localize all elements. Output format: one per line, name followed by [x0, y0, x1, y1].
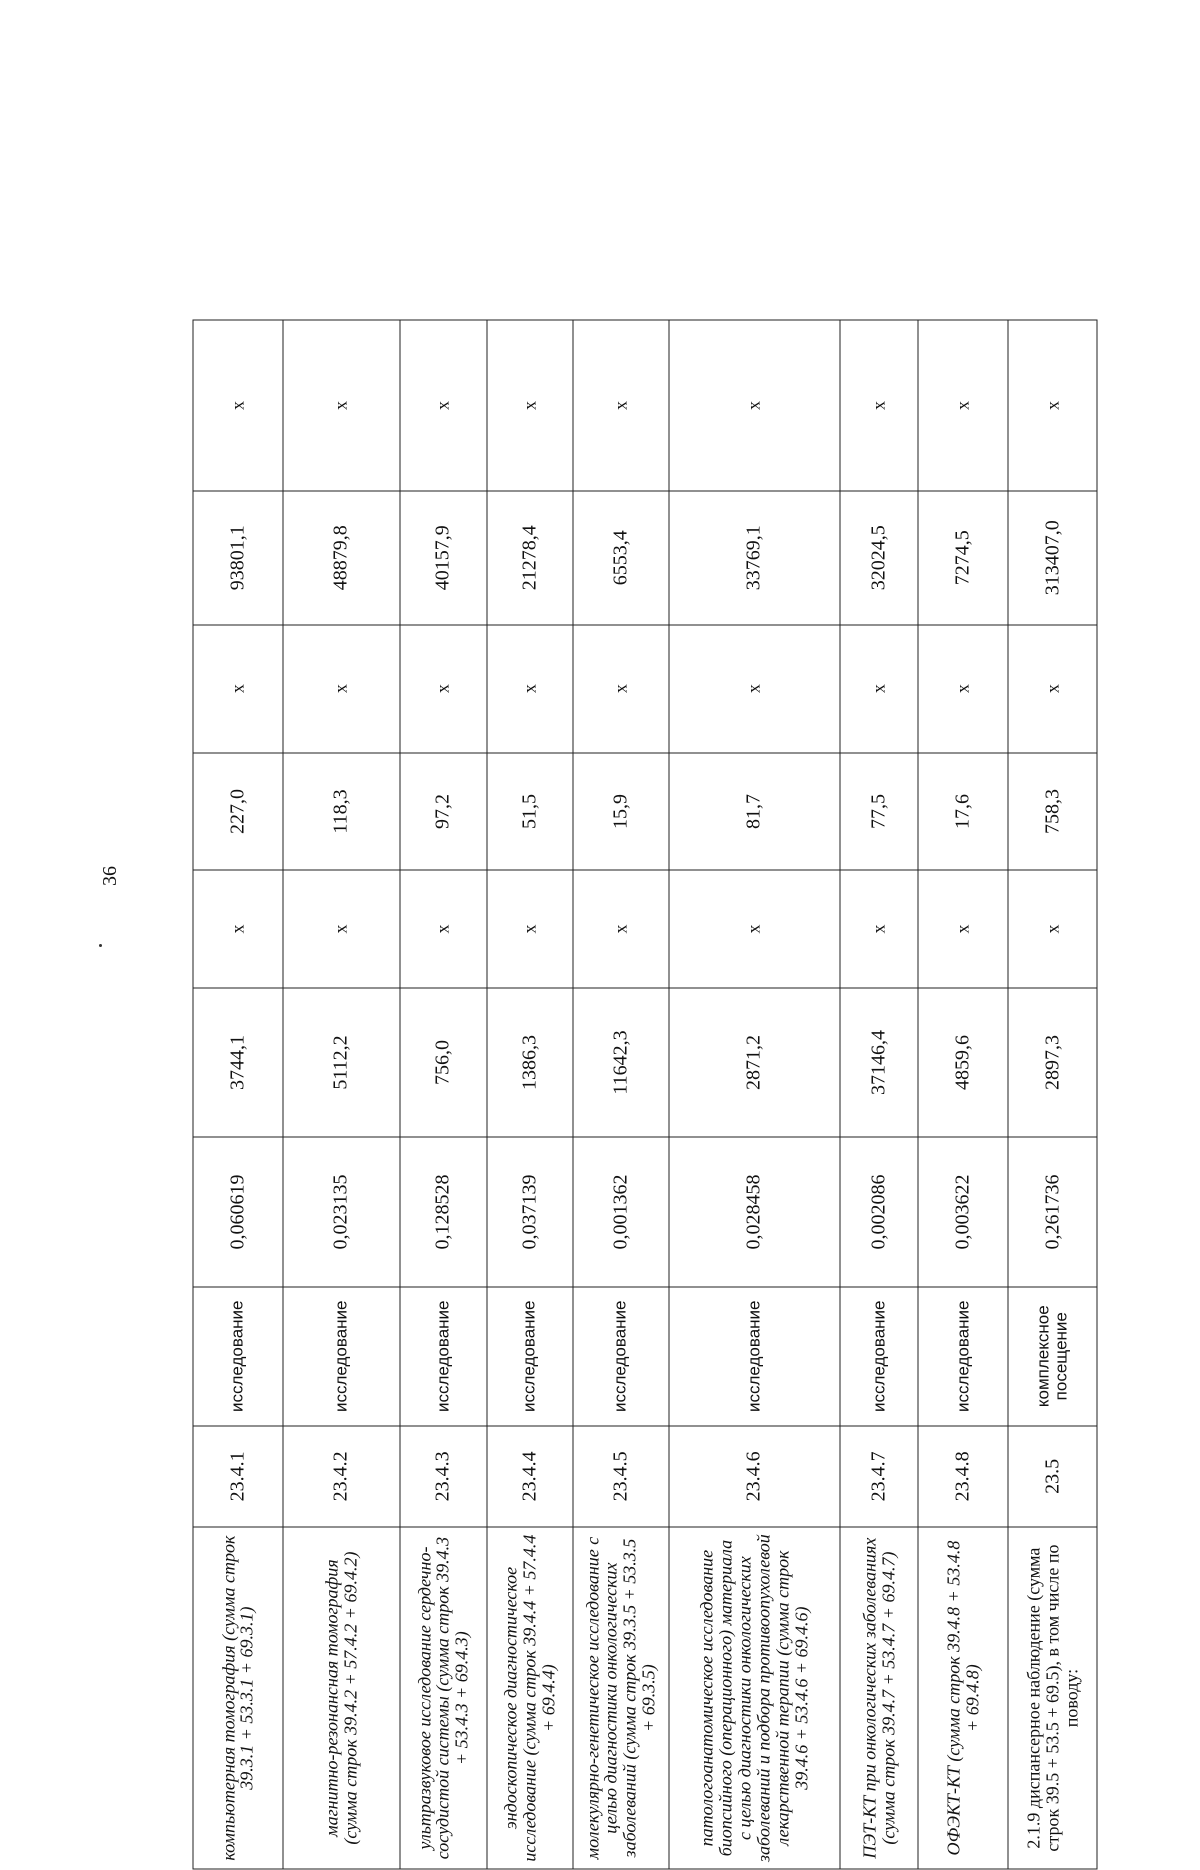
cell-total: 313407,0 — [1008, 491, 1097, 625]
cell-name: ПЭТ-КТ при онкологических заболеваниях (сумма строк 39.4.7 + 53.4.7 + 69.4.7) — [840, 1527, 919, 1869]
cell-per-capita: 227,0 — [193, 753, 283, 871]
page-number: 36 — [98, 866, 121, 886]
table-row — [283, 320, 400, 1869]
cell-unit: исследование — [283, 1287, 400, 1426]
cell-total: 33769,1 — [669, 491, 840, 625]
cell-x3: x — [573, 320, 670, 491]
cell-name: патологоанатомическое исследование биопсийного (операционного) материала с целью диагностики онкологических заболеваний и подбора противоопухолевой лекарственной терапии (сумма строк 39.4.6 + 53.4.6 + 69.4.6) — [669, 1527, 840, 1869]
cell-norm: 0,002086 — [840, 1137, 919, 1287]
rotated-table-wrapper — [193, 320, 1098, 1870]
cell-code: 23.4.8 — [918, 1426, 1008, 1527]
cell-x1: x — [669, 870, 840, 988]
cell-x1: x — [193, 870, 283, 988]
cell-cost: 2871,2 — [669, 988, 840, 1138]
cell-code: 23.4.7 — [840, 1426, 919, 1527]
table-row — [1008, 320, 1097, 1869]
cell-name: 2.1.9 диспансерное наблюдение (сумма строк 39.5 + 53.5 + 69.5), в том числе по поводу: — [1008, 1527, 1097, 1869]
cell-unit: исследование — [573, 1287, 670, 1426]
cell-norm: 0,023135 — [283, 1137, 400, 1287]
table-row — [840, 320, 919, 1869]
cell-code: 23.4.1 — [193, 1426, 283, 1527]
cell-x1: x — [840, 870, 919, 988]
cell-x2: x — [669, 625, 840, 753]
cell-per-capita: 97,2 — [400, 753, 488, 871]
cell-total: 93801,1 — [193, 491, 283, 625]
cell-x2: x — [487, 625, 572, 753]
cell-x3: x — [193, 320, 283, 491]
cell-unit: комплексное посещение — [1008, 1287, 1097, 1426]
cell-code: 23.4.2 — [283, 1426, 400, 1527]
cell-x1: x — [1008, 870, 1097, 988]
cell-x3: x — [918, 320, 1008, 491]
cell-total: 6553,4 — [573, 491, 670, 625]
cell-per-capita: 15,9 — [573, 753, 670, 871]
cell-norm: 0,028458 — [669, 1137, 840, 1287]
cell-unit: исследование — [918, 1287, 1008, 1426]
cell-x2: x — [193, 625, 283, 753]
cell-x3: x — [669, 320, 840, 491]
cell-x2: x — [400, 625, 488, 753]
cell-norm: 0,037139 — [487, 1137, 572, 1287]
cell-per-capita: 17,6 — [918, 753, 1008, 871]
table-row — [669, 320, 840, 1869]
cell-code: 23.4.5 — [573, 1426, 670, 1527]
cell-x3: x — [487, 320, 572, 491]
cell-x3: x — [283, 320, 400, 491]
cell-code: 23.4.3 — [400, 1426, 488, 1527]
cell-total: 7274,5 — [918, 491, 1008, 625]
cell-x2: x — [1008, 625, 1097, 753]
cell-unit: исследование — [487, 1287, 572, 1426]
data-table — [193, 320, 1098, 1870]
cell-cost: 2897,3 — [1008, 988, 1097, 1138]
cell-norm: 0,003622 — [918, 1137, 1008, 1287]
table-row — [918, 320, 1008, 1869]
cell-unit: исследование — [193, 1287, 283, 1426]
scan-speck — [99, 944, 102, 947]
cell-cost: 4859,6 — [918, 988, 1008, 1138]
cell-x1: x — [283, 870, 400, 988]
cell-code: 23.4.4 — [487, 1426, 572, 1527]
cell-x1: x — [487, 870, 572, 988]
cell-cost: 756,0 — [400, 988, 488, 1138]
cell-per-capita: 118,3 — [283, 753, 400, 871]
table-row — [193, 320, 283, 1869]
cell-name: ультразвуковое исследование сердечно-сосудистой системы (сумма строк 39.4.3 + 53.4.3 + 69.4.3) — [400, 1527, 488, 1869]
cell-unit: исследование — [400, 1287, 488, 1426]
cell-cost: 5112,2 — [283, 988, 400, 1138]
cell-x2: x — [573, 625, 670, 753]
cell-x3: x — [1008, 320, 1097, 491]
cell-name: магнитно-резонансная томография (сумма строк 39.4.2 + 57.4.2 + 69.4.2) — [283, 1527, 400, 1869]
cell-code: 23.5 — [1008, 1426, 1097, 1527]
table-row — [573, 320, 670, 1869]
cell-x1: x — [918, 870, 1008, 988]
cell-per-capita: 81,7 — [669, 753, 840, 871]
cell-cost: 37146,4 — [840, 988, 919, 1138]
cell-per-capita: 51,5 — [487, 753, 572, 871]
cell-unit: исследование — [669, 1287, 840, 1426]
cell-total: 40157,9 — [400, 491, 488, 625]
cell-x1: x — [400, 870, 488, 988]
cell-x2: x — [840, 625, 919, 753]
cell-cost: 1386,3 — [487, 988, 572, 1138]
cell-x2: x — [918, 625, 1008, 753]
cell-norm: 0,060619 — [193, 1137, 283, 1287]
cell-cost: 3744,1 — [193, 988, 283, 1138]
cell-name: молекулярно-генетическое исследование с целью диагностики онкологических заболеваний (сумма строк 39.3.5 + 53.3.5 + 69.3.5) — [573, 1527, 670, 1869]
cell-norm: 0,128528 — [400, 1137, 488, 1287]
cell-x3: x — [840, 320, 919, 491]
cell-name: эндоскопическое диагностическое исследование (сумма строк 39.4.4 + 57.4.4 + 69.4.4) — [487, 1527, 572, 1869]
table-row — [400, 320, 488, 1869]
cell-per-capita: 758,3 — [1008, 753, 1097, 871]
cell-name: ОФЭКТ-КТ (сумма строк 39.4.8 + 53.4.8 + 69.4.8) — [918, 1527, 1008, 1869]
cell-cost: 11642,3 — [573, 988, 670, 1138]
cell-total: 21278,4 — [487, 491, 572, 625]
cell-total: 48879,8 — [283, 491, 400, 625]
cell-norm: 0,261736 — [1008, 1137, 1097, 1287]
cell-norm: 0,001362 — [573, 1137, 670, 1287]
cell-unit: исследование — [840, 1287, 919, 1426]
cell-x3: x — [400, 320, 488, 491]
table-row — [487, 320, 572, 1869]
cell-name: компьютерная томография (сумма строк 39.3.1 + 53.3.1 + 69.3.1) — [193, 1527, 283, 1869]
cell-x1: x — [573, 870, 670, 988]
cell-code: 23.4.6 — [669, 1426, 840, 1527]
cell-total: 32024,5 — [840, 491, 919, 625]
cell-x2: x — [283, 625, 400, 753]
cell-per-capita: 77,5 — [840, 753, 919, 871]
